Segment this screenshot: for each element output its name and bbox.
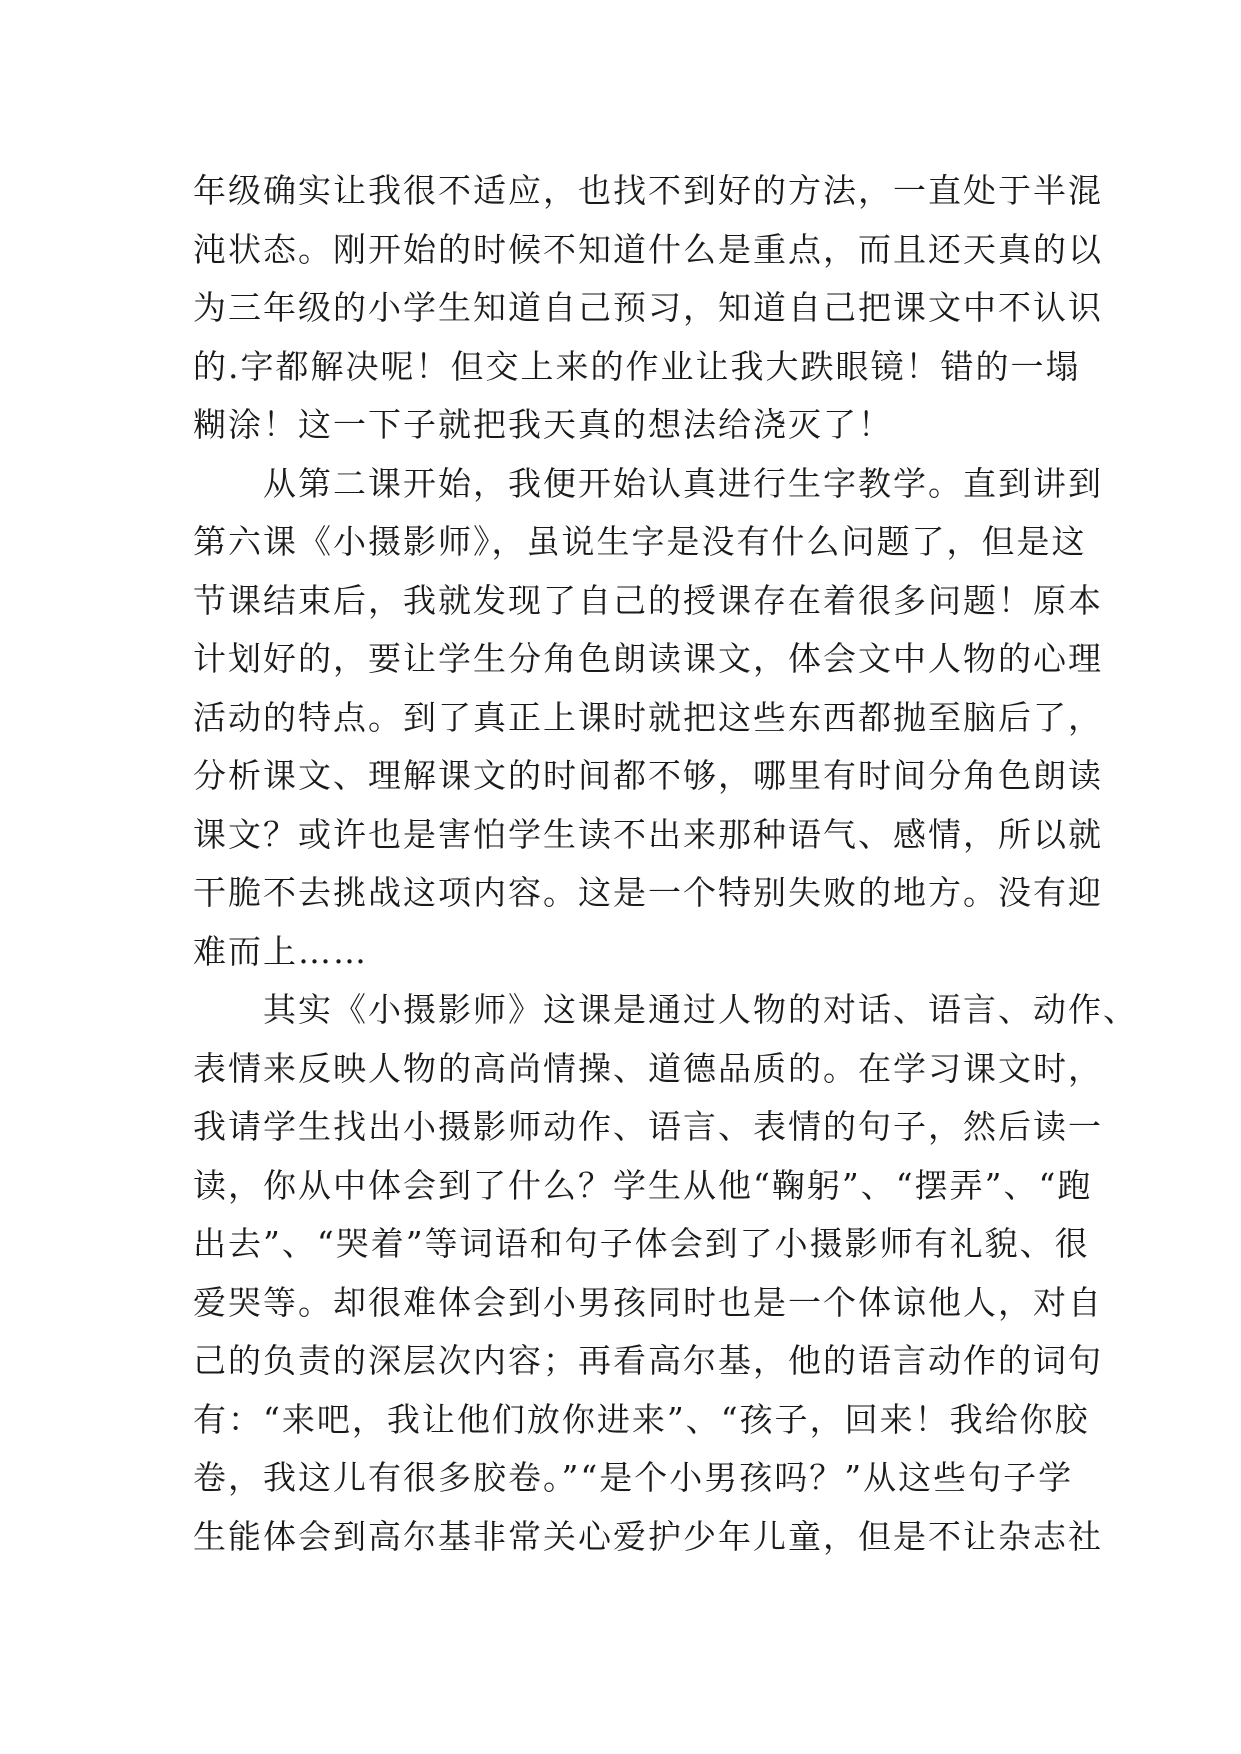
text-line: 的.字都解决呢！但交上来的作业让我大跌眼镜！错的一塌 [193,346,1081,386]
paragraph-1 [193,162,1103,455]
text-line: 表情来反映人物的高尚情操、道德品质的。在学习课文时， [193,1048,1103,1088]
text-line: 出去”、“哭着”等词语和句子体会到了小摄影师有礼貌、很 [193,1224,1090,1263]
text-line: 课文？或许也是害怕学生读不出来那种语气、感情，所以就 [193,814,1103,854]
paragraph-2 [193,455,1103,982]
text-line: 沌状态。刚开始的时候不知道什么是重点，而且还天真的以 [193,229,1103,269]
text-line: 计划好的，要让学生分角色朗读课文，体会文中人物的心理 [193,639,1103,678]
text-line: 我请学生找出小摄影师动作、语言、表情的句子，然后读一 [193,1107,1103,1146]
text-line: 节课结束后，我就发现了自己的授课存在着很多问题！原本 [193,580,1103,620]
text-line: 爱哭等。却很难体会到小男孩同时也是一个体谅他人，对自 [193,1282,1103,1322]
text-line: 卷，我这儿有很多胶卷。”“是个小男孩吗？”从这些句子学 [193,1458,1074,1497]
text-line: 有：“来吧，我让他们放你进来”、“孩子，回来！我给你胶 [193,1399,1090,1439]
text-line: 活动的特点。到了真正上课时就把这些东西都抛至脑后了， [193,697,1103,737]
text-line: 读，你从中体会到了什么？学生从他“鞠躬”、“摆弄”、“跑 [193,1165,1093,1205]
text-line: 第六课《小摄影师》，虽说生字是没有什么问题了，但是这 [193,522,1087,561]
text-line: 从第二课开始，我便开始认真进行生字教学。直到讲到 [263,463,1103,503]
text-line: 分析课文、理解课文的时间都不够，哪里有时间分角色朗读 [193,756,1103,795]
text-line: 年级确实让我很不适应，也找不到好的方法，一直处于半混 [193,171,1103,210]
document-body [193,162,1138,1566]
text-line: 己的负责的深层次内容；再看高尔基，他的语言动作的词句 [193,1341,1103,1380]
text-line: 其实《小摄影师》这课是通过人物的对话、语言、动作、 [263,990,1138,1029]
paragraph-3 [193,981,1138,1566]
text-line: 生能体会到高尔基非常关心爱护少年儿童，但是不让杂志社 [193,1516,1103,1556]
text-line: 干脆不去挑战这项内容。这是一个特别失败的地方。没有迎 [193,873,1103,912]
text-line: 糊涂！这一下子就把我天真的想法给浇灭了！ [193,405,893,444]
text-line: 难而上…… [193,931,368,971]
text-line: 为三年级的小学生知道自己预习，知道自己把课文中不认识 [193,288,1103,327]
